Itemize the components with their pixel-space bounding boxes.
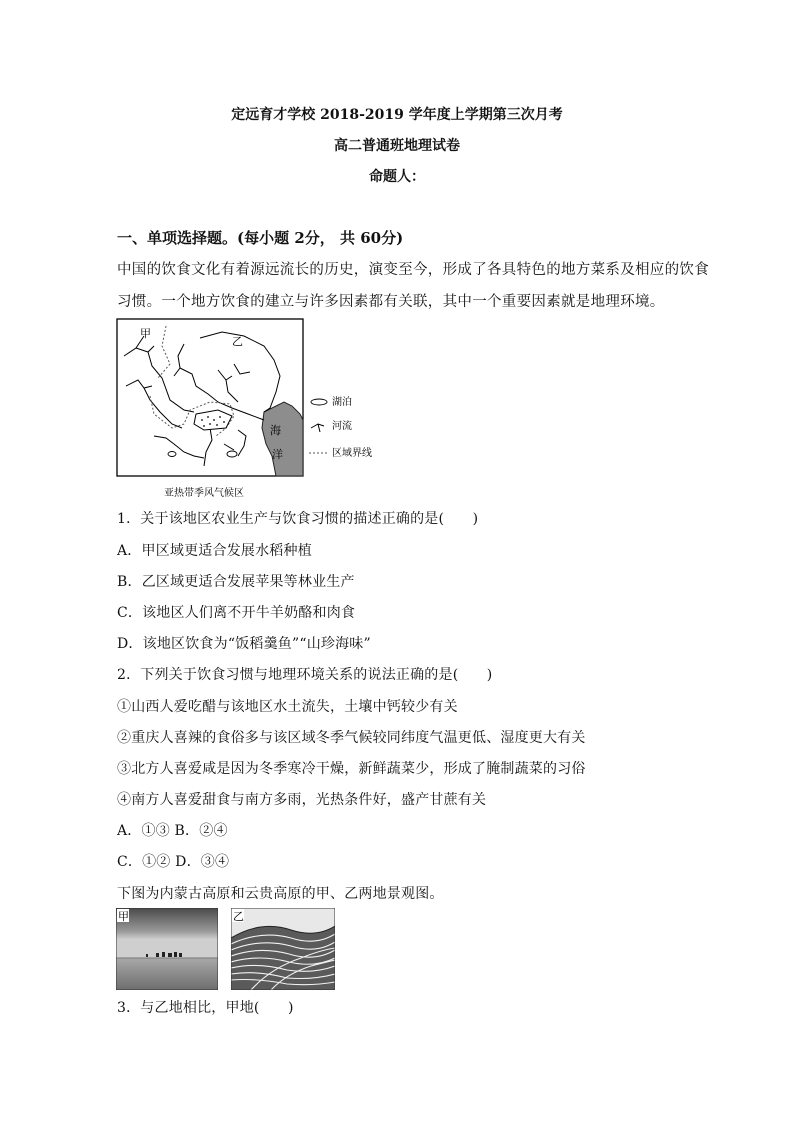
legend-lake-label: 湖泊 (332, 397, 352, 408)
map-label-yi: 乙 (232, 335, 243, 348)
exam-subtitle: 高二普通班地理试卷 (334, 138, 460, 154)
intro-line-2: 习惯。一个地方饮食的建立与许多因素都有关联，其中一个重要因素就是地理环境。 (117, 294, 665, 310)
map-label-ocean: 洋 (272, 448, 283, 461)
q2-item-3: ③北方人喜爱咸是因为冬季寒冷干燥，新鲜蔬菜少，形成了腌制蔬菜的习俗 (117, 761, 586, 777)
section-heading: 一、单项选择题。(每小题 2分， 共 60分) (117, 229, 404, 247)
q2-options-row-1: A．①③ B．②④ (117, 823, 228, 839)
q2-item-1: ①山西人爱吃醋与该地区水土流失，土壤中钙较少有关 (117, 699, 458, 715)
q2-options-row-2: C．①② D．③④ (117, 854, 230, 870)
photo-jia-label: 甲 (118, 910, 129, 923)
legend-boundary-label: 区域界线 (332, 448, 372, 459)
author-line: 命题人： (369, 169, 425, 185)
q1-option-d: D．该地区饮食为“饭稻羹鱼”“山珍海味” (117, 636, 371, 652)
q1-option-a: A．甲区域更适合发展水稻种植 (117, 543, 312, 559)
photo-jia (116, 908, 218, 990)
legend-lake-icon (311, 399, 327, 405)
photo-yi (231, 908, 335, 990)
q2-item-4: ④南方人喜爱甜食与南方多雨，光热条件好，盛产甘蔗有关 (117, 792, 487, 808)
map-label-sea: 海 (270, 424, 281, 437)
region-map (114, 316, 384, 501)
photo-yi-label: 乙 (233, 910, 244, 923)
map-label-jia: 甲 (140, 327, 151, 340)
exam-title: 定远育才学校 2018-2019 学年度上学期第三次月考 (231, 107, 563, 123)
q2-stem: 2．下列关于饮食习惯与地理环境关系的说法正确的是( ) (117, 667, 493, 683)
q1-stem: 1．关于该地区农业生产与饮食习惯的描述正确的是( ) (117, 511, 479, 527)
figure2-intro: 下图为内蒙古高原和云贵高原的甲、乙两地景观图。 (117, 886, 444, 902)
q1-option-b: B．乙区域更适合发展苹果等林业生产 (117, 574, 355, 590)
q3-stem: 3．与乙地相比，甲地( ) (117, 1000, 294, 1016)
intro-line-1: 中国的饮食文化有着源远流长的历史，演变至今，形成了各具特色的地方菜系及相应的饮食 (117, 262, 709, 278)
legend-river-icon (311, 424, 324, 432)
legend-river-label: 河流 (332, 421, 352, 432)
q1-option-c: C．该地区人们离不开牛羊奶酪和肉食 (117, 605, 356, 621)
map-caption: 亚热带季风气候区 (164, 488, 244, 499)
q2-item-2: ②重庆人喜辣的食俗多与该区域冬季气候较同纬度气温更低、湿度更大有关 (117, 730, 586, 746)
